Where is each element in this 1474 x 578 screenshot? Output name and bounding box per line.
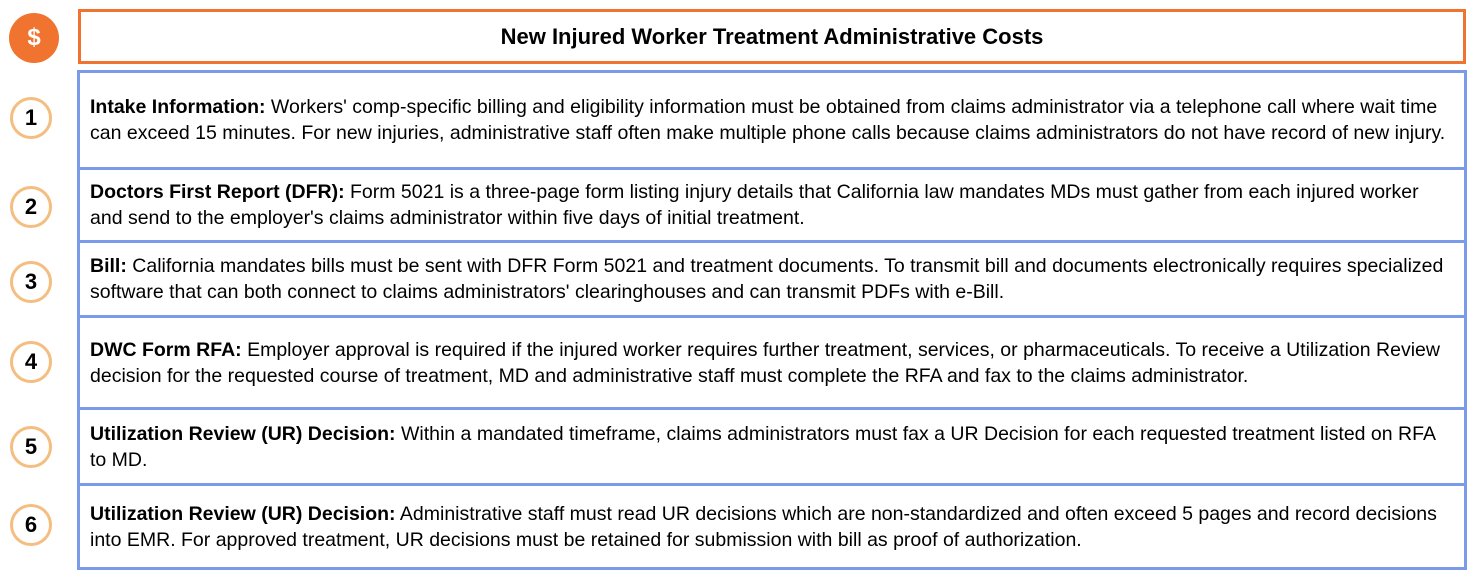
step-text: Form 5021 is a three-page form listing injury details that California law mandates MDs must gather from each injured worker and send to the employer's claims administrator within five days of initial treatment.: [90, 181, 1419, 229]
step-title: Bill:: [90, 255, 127, 277]
step-number-5: 5: [10, 426, 52, 468]
step-text: Administrative staff must read UR decisions which are non-standardized and often exceed 5 pages and record decisions into EMR. For approved treatment, UR decisions must be retained for submission with bill as proof of authorization.: [90, 502, 1437, 551]
step-title: Intake Information:: [90, 96, 266, 118]
list-item: [80, 240, 1464, 315]
step-title: Doctors First Report (DFR):: [90, 181, 345, 203]
list-item: [80, 315, 1464, 407]
step-number-3: 3: [10, 261, 52, 303]
step-number-2: 2: [10, 186, 52, 228]
step-title: Utilization Review (UR) Decision:: [90, 422, 396, 445]
step-number-1: 1: [10, 97, 52, 139]
step-title: DWC Form RFA:: [90, 338, 242, 361]
step-title: Utilization Review (UR) Decision:: [90, 502, 396, 525]
steps-list: [77, 70, 1467, 570]
dollar-icon: $: [9, 13, 59, 63]
list-item: [80, 483, 1464, 567]
step-number-6: 6: [10, 504, 52, 546]
list-item: [80, 407, 1464, 483]
step-text: Employer approval is required if the injured worker requires further treatment, services, or pharmaceuticals. To receive a Utilization Review decision for the requested course of treatment, MD and administrative staff must complete the RFA and fax to the claims administrator.: [90, 338, 1440, 387]
step-number-4: 4: [10, 341, 52, 383]
step-text: Workers' comp-specific billing and eligibility information must be obtained from claims administrator via a telephone call where wait time can exceed 15 minutes. For new injuries, administrative staff often make multiple phone calls because claims administrators do not have record of new injury.: [90, 96, 1446, 144]
list-item: [80, 73, 1464, 167]
page-title: New Injured Worker Treatment Administrative Costs: [78, 9, 1466, 64]
step-text: Within a mandated timeframe, claims administrators must fax a UR Decision for each requested treatment listed on RFA to MD.: [90, 422, 1435, 471]
list-item: [80, 167, 1464, 240]
step-text: California mandates bills must be sent with DFR Form 5021 and treatment documents. To transmit bill and documents electronically requires specialized software that can both connect to claims administrators' clearinghouses and can transmit PDFs with e-Bill.: [90, 255, 1444, 303]
